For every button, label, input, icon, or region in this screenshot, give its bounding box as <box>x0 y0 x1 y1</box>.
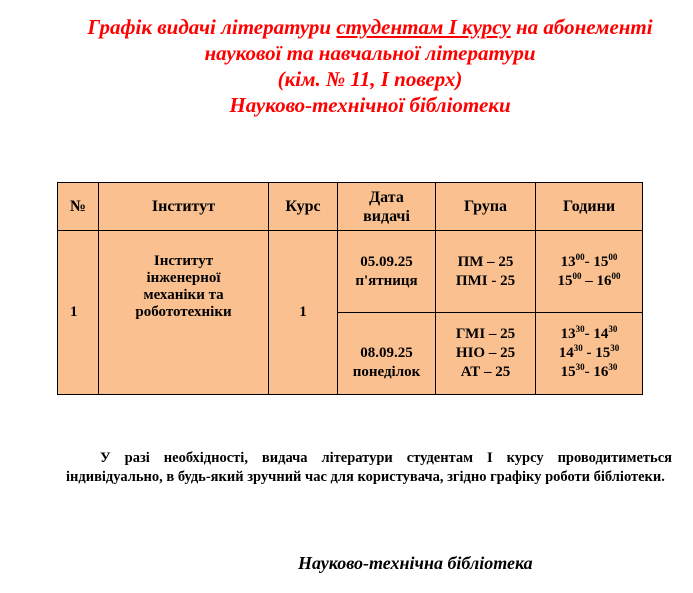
day2-weekday: понеділок <box>352 363 421 380</box>
title-part2: на абонементі наукової та навчальної літератури <box>204 15 653 65</box>
day1-group-1: ПМ – 25 <box>457 253 514 270</box>
day2-group-1: ГМІ – 25 <box>455 326 516 342</box>
header-course: Курс <box>269 183 338 231</box>
table-row <box>58 231 643 313</box>
table-header-row <box>58 183 643 231</box>
row-num: 1 <box>58 231 99 395</box>
day2-groups-cell <box>436 313 536 395</box>
day1-group-2: ПМІ - 25 <box>455 272 516 289</box>
day1-times-cell <box>536 231 643 313</box>
title-room: (кім. № 11, І поверх) <box>277 67 463 91</box>
day2-times-cell <box>536 313 643 395</box>
day2-date: 08.09.25 <box>360 344 413 361</box>
row-institute: Інститут інженерної механіки та робототехніки <box>99 231 269 395</box>
day2-time-3: $15^{30}-$ $16^{30}$ <box>560 362 618 380</box>
day2-date-cell <box>338 313 436 395</box>
note-paragraph <box>66 449 672 487</box>
day1-date-cell <box>338 231 436 313</box>
day1-weekday: п'ятниця <box>355 272 418 289</box>
header-num: № <box>58 183 99 231</box>
day2-time-1: $13^{30}-$ $14^{30}$ <box>560 324 618 342</box>
day2-time-2: $14^{30} - 15^{30}$ <box>558 343 620 361</box>
header-hours: Години <box>536 183 643 231</box>
row-course: 1 <box>269 231 338 395</box>
title-part1: Графік видачі літератури <box>87 15 337 39</box>
header-date: Дата видачі <box>338 183 436 231</box>
title-underlined: студентам І курсу <box>336 15 511 39</box>
day2-group-3: АТ – 25 <box>460 364 511 380</box>
day2-group-2: НІО – 25 <box>455 345 516 361</box>
schedule-table <box>57 182 643 395</box>
day1-time-2: $15^{00} - 16^{00}$ <box>557 270 621 289</box>
day1-time-1: $13^{00}-$ $15^{00}$ <box>560 251 618 270</box>
day1-date: 05.09.25 <box>360 253 413 270</box>
header-group: Група <box>436 183 536 231</box>
note-text: У разі необхідності, видача літератури студентам І курсу проводитиметься індивідуально, в будь-який зручний час для користувача, згідно графіку роботи бібліотеки. <box>66 450 672 485</box>
title-library: Науково-технічної бібліотеки <box>229 93 511 117</box>
document-title <box>60 14 680 118</box>
header-institute: Інститут <box>99 183 269 231</box>
signature: Науково-технічна бібліотека <box>298 553 533 573</box>
day1-groups-cell <box>436 231 536 313</box>
